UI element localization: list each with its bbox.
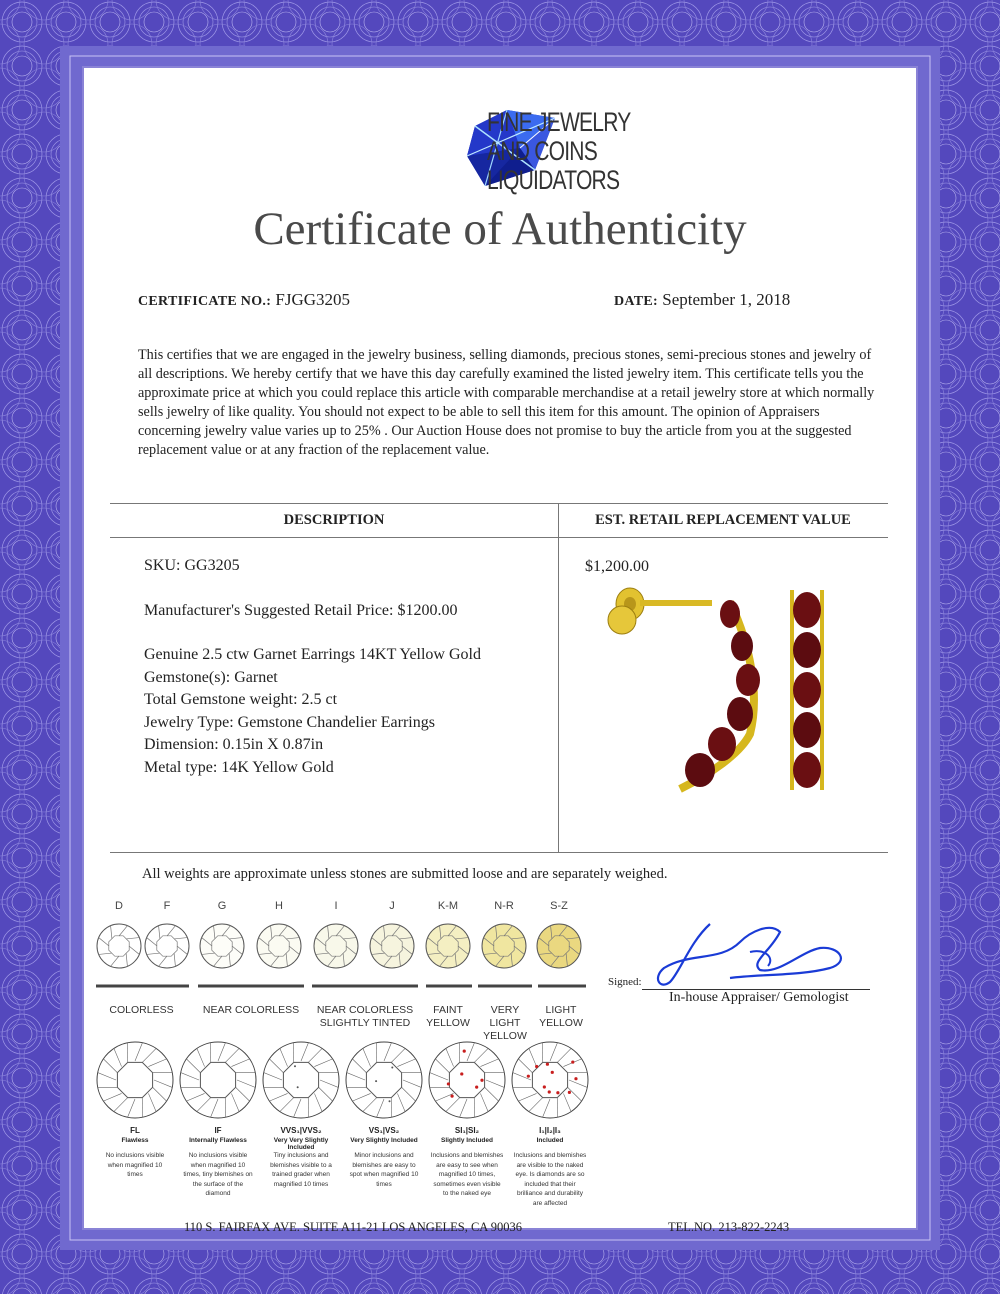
certificate-number-label: CERTIFICATE NO.: [138, 294, 272, 309]
description-line: Metal type: 14K Yellow Gold [144, 758, 334, 776]
footer-telephone: TEL.NO. 213-822-2243 [668, 1220, 790, 1234]
color-grade-chart [94, 900, 594, 1042]
date-value: September 1, 2018 [662, 290, 791, 309]
msrp: Manufacturer's Suggested Retail Price: $1200.00 [144, 601, 458, 619]
clarity-description: Inclusions and blemishes are visible to the naked eye. Is diamonds are so included that their brilliance and durability are affected [513, 1152, 587, 1207]
color-grade-letter: N-R [494, 900, 514, 912]
description-line: Jewelry Type: Gemstone Chandelier Earrings [144, 713, 435, 731]
weights-note: All weights are approximate unless stones are submitted loose and are separately weighed. [142, 866, 668, 882]
clarity-diamond [94, 1036, 176, 1126]
footer-address: 110 S. FAIRFAX AVE. SUITE A11-21 LOS ANGELES, CA 90036 [184, 1220, 522, 1234]
color-category: NEAR COLORLESS [202, 1004, 300, 1016]
clarity-code: VVS₁|VVS₂ [280, 1126, 322, 1135]
color-grade-letter: I [334, 900, 338, 912]
color-stone [97, 924, 141, 968]
clarity-description: No inclusions visible when magnified 10 times, tiny blemishes on the surface of the diamond [183, 1152, 253, 1197]
clarity-grade [177, 1036, 259, 1197]
clarity-grade-chart [94, 1036, 594, 1216]
replacement-value: $1,200.00 [585, 558, 649, 575]
description-line: Genuine 2.5 ctw Garnet Earrings 14KT Yellow Gold [144, 646, 481, 663]
certificate-number [138, 290, 350, 310]
color-stone [370, 924, 414, 968]
page-title: Certificate of Authenticity [253, 203, 747, 255]
clarity-grade [426, 1036, 508, 1197]
color-category: FAINT YELLOW [426, 1004, 470, 1029]
color-stone [257, 924, 301, 968]
value-header: EST. RETAIL REPLACEMENT VALUE [595, 512, 851, 528]
color-stones [94, 916, 594, 1016]
color-category: VERY LIGHT YELLOW [483, 1004, 527, 1042]
clarity-diamond [177, 1036, 259, 1126]
clarity-name: Very Slightly Included [343, 1137, 425, 1144]
color-stone [200, 924, 244, 968]
color-grade-letter: H [275, 900, 283, 912]
clarity-description: Inclusions and blemishes are easy to see when magnified 10 times, sometimes even visible to the naked eye [430, 1152, 504, 1197]
color-grade-letter: S-Z [550, 900, 568, 912]
clarity-description: Minor inclusions and blemishes are easy to spot when magnified 10 times [349, 1152, 419, 1188]
clarity-code: SI₁|SI₂ [454, 1126, 480, 1135]
signature-image [650, 912, 870, 992]
clarity-description: Tiny inclusions and blemishes visible to a trained grader when magnified 10 times [270, 1152, 332, 1188]
clarity-code: FL [130, 1126, 140, 1135]
clarity-description: No inclusions visible when magnified 10 times [105, 1152, 165, 1178]
color-stone [482, 924, 526, 968]
item-description [144, 555, 481, 779]
color-grade-letter: G [217, 900, 227, 912]
color-grade-letter: J [389, 900, 395, 912]
clarity-code: IF [214, 1126, 222, 1135]
earrings-image [600, 584, 840, 804]
color-category: LIGHT YELLOW [539, 1004, 583, 1029]
clarity-diamond [260, 1036, 342, 1126]
clarity-name: Internally Flawless [177, 1137, 259, 1144]
table-header-rule [110, 537, 888, 538]
table-column-divider [558, 503, 559, 852]
table-top-rule [110, 503, 888, 504]
color-category: NEAR COLORLESS SLIGHTLY TINTED [316, 1004, 414, 1029]
clarity-grade [343, 1036, 425, 1188]
statement-paragraph: This certifies that we are engaged in the jewelry business, selling diamonds, precious stones, semi-precious stones and jewelry of all descriptions. We hereby certify that we have this day carefully examined the listed jewelry item. This certificate tells you the approximate price at which you could replace this article with comparable merchandise at a retail jewelry store at which normally sells jewelry of like quality. You should not expect to be able to sell this item for this amount. The opinion of Appraisers concerning jewelry value varies up to 25% . Our Auction House does not promise to buy the article from you at the suggested replacement value or at any fraction of the replacement value. [138, 347, 875, 458]
logo-line-1: FINE JEWELRY [487, 107, 631, 137]
description-header: DESCRIPTION [283, 512, 385, 528]
certificate-number-value: FJGG3205 [275, 290, 351, 309]
clarity-name: Flawless [94, 1137, 176, 1144]
color-grade-letter: K-M [437, 900, 459, 912]
logo-line-2: AND COINS [487, 136, 598, 166]
color-grade-letter: D [115, 900, 123, 912]
certificate-date [614, 290, 790, 310]
clarity-grade [260, 1036, 342, 1188]
clarity-name: Included [509, 1137, 591, 1144]
signed-label: Signed: [608, 976, 642, 988]
clarity-code: VS₁|VS₂ [368, 1126, 400, 1135]
date-label: DATE: [614, 294, 659, 309]
clarity-grade [94, 1036, 176, 1178]
color-stone [537, 924, 581, 968]
color-stone [145, 924, 189, 968]
clarity-code: I₁|I₂|I₃ [539, 1126, 561, 1135]
color-grade-letter: F [163, 900, 171, 912]
clarity-grade [509, 1036, 591, 1207]
clarity-name: Slightly Included [426, 1137, 508, 1144]
description-line: Gemstone(s): Garnet [144, 668, 278, 686]
color-stone [426, 924, 470, 968]
color-category: COLORLESS [109, 1004, 174, 1016]
clarity-diamond [509, 1036, 591, 1126]
description-line: Dimension: 0.15in X 0.87in [144, 736, 324, 753]
clarity-diamond [343, 1036, 425, 1126]
table-bottom-rule [110, 852, 888, 853]
clarity-name: Very Very Slightly Included [260, 1137, 342, 1151]
appraiser-title: In-house Appraiser/ Gemologist [669, 990, 849, 1005]
sku: SKU: GG3205 [144, 557, 240, 574]
description-line: Total Gemstone weight: 2.5 ct [144, 691, 338, 708]
logo-wordmark [487, 108, 631, 195]
clarity-diamond [426, 1036, 508, 1126]
color-stone [314, 924, 358, 968]
logo-line-3: LIQUIDATORS [487, 165, 620, 195]
